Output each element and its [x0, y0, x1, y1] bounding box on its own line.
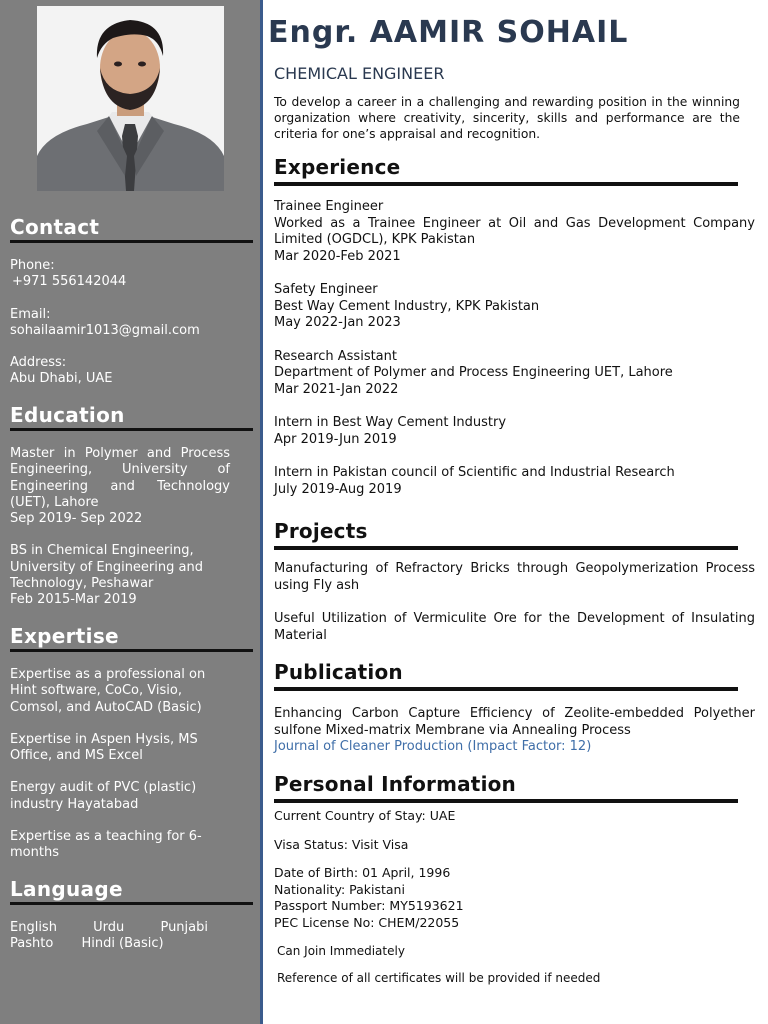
- experience-list: [274, 199, 755, 498]
- passport-number: Passport Number: MY5193621: [274, 898, 464, 913]
- address-label: Address:: [10, 355, 67, 371]
- date-of-birth: Date of Birth: 01 April, 1996: [274, 865, 451, 880]
- projects-list: [274, 561, 755, 644]
- experience-dates: May 2022-Jan 2023: [274, 315, 401, 330]
- experience-dates: Mar 2021-Jan 2022: [274, 381, 399, 397]
- experience-item: [274, 199, 755, 265]
- publication-journal: Journal of Cleaner Production (Impact Factor: 12): [274, 739, 592, 754]
- language-row: [10, 936, 208, 952]
- education-item-dates: Sep 2019- Sep 2022: [10, 511, 143, 527]
- personal-info-block: [274, 808, 755, 986]
- experience-dates: July 2019-Aug 2019: [274, 481, 402, 497]
- experience-title: Intern in Pakistan council of Scientific and Industrial Research: [274, 465, 675, 480]
- education-item-degree: Master in Polymer and Process Engineering, University of Engineering and Technology (UET), Lahore: [10, 446, 230, 510]
- country-of-stay: Current Country of Stay: UAE: [274, 808, 456, 823]
- publication-title: Enhancing Carbon Capture Efficiency of Zeolite-embedded Polyether sulfone Mixed-matrix Membrane via Annealing Process: [274, 706, 755, 738]
- sidebar: [0, 0, 263, 1024]
- contact-heading: Contact: [10, 215, 253, 243]
- personal-info-heading: Personal Information: [274, 772, 738, 803]
- education-list: [10, 446, 230, 609]
- availability: Can Join Immediately: [277, 944, 405, 958]
- profile-photo: [37, 6, 224, 191]
- phone-value[interactable]: +971 556142044: [12, 274, 127, 290]
- candidate-name: Engr. AAMIR SOHAIL: [268, 15, 629, 50]
- pec-license: PEC License No: CHEM/22055: [274, 914, 460, 930]
- contact-block: [10, 258, 230, 388]
- experience-title: Research Assistant: [274, 348, 397, 364]
- email-label: Email:: [10, 306, 51, 322]
- address-value: Abu Dhabi, UAE: [10, 371, 113, 387]
- career-objective: To develop a career in a challenging and rewarding position in the winning organization where creativity, sincerity, skills and performance are the criteria for one’s appraisal and recognition.: [274, 95, 740, 142]
- experience-title: Intern in Best Way Cement Industry: [274, 415, 507, 430]
- expertise-item: Expertise as a teaching for 6-months: [10, 829, 202, 861]
- experience-item: [274, 415, 755, 448]
- experience-dates: Mar 2020-Feb 2021: [274, 248, 401, 264]
- nationality: Nationality: Pakistani: [274, 881, 405, 897]
- expertise-item: Energy audit of PVC (plastic) industry Hayatabad: [10, 780, 197, 812]
- language-heading: Language: [10, 877, 253, 905]
- project-item: Manufacturing of Refractory Bricks through Geopolymerization Process using Fly ash: [274, 561, 755, 593]
- certificates-note: Reference of all certificates will be provided if needed: [277, 970, 601, 985]
- education-item-dates: Feb 2015-Mar 2019: [10, 592, 137, 608]
- email-value[interactable]: sohailaamir1013@gmail.com: [10, 322, 200, 338]
- experience-item: [274, 282, 755, 332]
- project-item: Useful Utilization of Vermiculite Ore for the Development of Insulating Material: [274, 611, 755, 643]
- profile-photo-illustration: [37, 6, 224, 191]
- education-heading: Education: [10, 403, 253, 431]
- publication-heading: Publication: [274, 660, 738, 691]
- language-list: [10, 920, 208, 953]
- language-item: Pashto: [10, 936, 54, 952]
- experience-detail: Worked as a Trainee Engineer at Oil and Gas Development Company Limited (OGDCL), KPK Pakistan: [274, 215, 755, 247]
- language-item: Urdu: [93, 920, 125, 935]
- language-row: [10, 920, 208, 936]
- language-item: Hindi (Basic): [81, 936, 164, 952]
- experience-heading: Experience: [274, 155, 738, 186]
- expertise-item: Expertise as a professional on Hint software, CoCo, Visio, Comsol, and AutoCAD (Basic): [10, 667, 206, 715]
- expertise-heading: Expertise: [10, 624, 253, 652]
- education-item-degree: BS in Chemical Engineering, University of Engineering and Technology, Peshawar: [10, 543, 203, 592]
- experience-detail: Department of Polymer and Process Engineering UET, Lahore: [274, 365, 673, 380]
- experience-detail: Best Way Cement Industry, KPK Pakistan: [274, 298, 540, 314]
- experience-title: Trainee Engineer: [274, 199, 384, 214]
- publication-block: [274, 706, 755, 756]
- expertise-item: Expertise in Aspen Hysis, MS Office, and MS Excel: [10, 731, 198, 764]
- language-item: English: [10, 920, 57, 935]
- expertise-list: [10, 667, 230, 862]
- experience-item: [274, 349, 755, 399]
- visa-status: Visa Status: Visit Visa: [274, 836, 409, 852]
- experience-dates: Apr 2019-Jun 2019: [274, 431, 397, 447]
- experience-title: Safety Engineer: [274, 282, 378, 297]
- candidate-role: CHEMICAL ENGINEER: [274, 64, 445, 83]
- language-item: Punjabi: [160, 920, 208, 935]
- phone-label: Phone:: [10, 258, 55, 273]
- experience-item: [274, 465, 755, 498]
- projects-heading: Projects: [274, 519, 738, 550]
